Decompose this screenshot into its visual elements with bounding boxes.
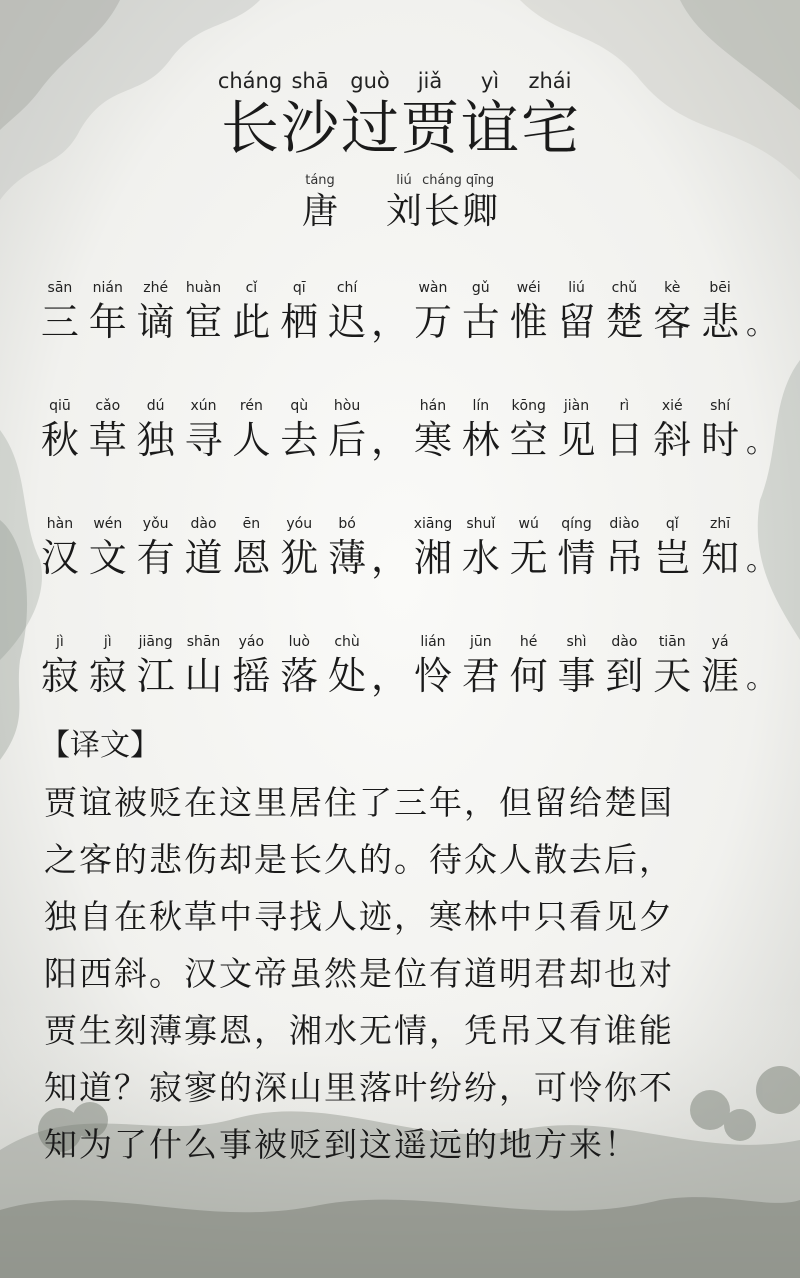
hanzi: 处 [328, 654, 367, 698]
pinyin: chí [336, 280, 358, 296]
poem-char [457, 396, 505, 464]
poem-line [36, 616, 776, 700]
poem-char [600, 632, 648, 700]
hanzi: 年 [88, 300, 127, 344]
poem-char [648, 396, 696, 464]
hanzi: 岂 [653, 536, 692, 580]
hanzi: 过 [340, 94, 399, 162]
hanzi: 文 [88, 536, 127, 580]
poem-char [84, 278, 132, 346]
poem-title [0, 68, 800, 162]
hanzi: 见 [557, 418, 596, 462]
pinyin: shì [566, 634, 587, 650]
poem-char [36, 514, 84, 582]
hanzi: 落 [280, 654, 319, 698]
pinyin: yì [480, 69, 500, 93]
poem-char [457, 514, 505, 582]
pinyin: bó [338, 516, 356, 532]
translation-line: 独自在秋草中寻找人迹，寒林中只看见夕 [44, 897, 674, 936]
hanzi: 有 [136, 536, 175, 580]
pinyin: wú [518, 516, 539, 532]
pinyin: yǒu [142, 516, 169, 532]
hanzi: 谊 [460, 94, 519, 162]
hanzi: 山 [184, 654, 223, 698]
pinyin: lín [472, 398, 490, 414]
pinyin: jiǎ [417, 69, 443, 93]
hanzi: 唐 [301, 191, 338, 232]
period: 。 [746, 307, 777, 342]
author-char [461, 172, 499, 234]
hanzi: 寂 [88, 654, 127, 698]
pinyin: jì [56, 634, 64, 650]
poem-char [227, 396, 275, 464]
pinyin: xiāng [413, 516, 453, 532]
poem-char [132, 632, 180, 700]
hanzi: 楚 [605, 300, 644, 344]
hanzi: 道 [184, 536, 223, 580]
poem-char [323, 632, 371, 700]
pinyin: yáo [238, 634, 265, 650]
pinyin: hán [419, 398, 447, 414]
pinyin: huàn [185, 280, 222, 296]
poem-char [275, 514, 323, 582]
poem-char [275, 396, 323, 464]
hanzi: 涯 [701, 654, 740, 698]
poem-char [227, 632, 275, 700]
pinyin: wàn [418, 280, 448, 296]
pinyin: wén [93, 516, 123, 532]
translation-line: 阳西斜。汉文帝虽然是位有道明君却也对 [44, 954, 674, 993]
pinyin: qīng [465, 173, 495, 188]
title-char [520, 68, 580, 162]
hanzi: 宅 [520, 94, 579, 162]
hanzi: 情 [557, 536, 596, 580]
pinyin: qiū [49, 398, 71, 414]
pinyin: rì [619, 398, 630, 414]
author-char [385, 172, 423, 234]
hanzi: 长 [423, 191, 460, 232]
poem-char [36, 396, 84, 464]
hanzi: 宦 [184, 300, 223, 344]
poem-char [648, 278, 696, 346]
poem-char [648, 514, 696, 582]
poem-char [323, 278, 371, 346]
hanzi: 犹 [280, 536, 319, 580]
period: 。 [746, 425, 777, 460]
pinyin: jūn [469, 634, 492, 650]
poem-char [696, 632, 744, 700]
hanzi: 江 [136, 654, 175, 698]
poem-char [648, 632, 696, 700]
poem-line [36, 498, 776, 582]
poem-char [132, 396, 180, 464]
hanzi: 时 [701, 418, 740, 462]
pinyin: shí [710, 398, 731, 414]
hanzi: 君 [461, 654, 500, 698]
poem-char [409, 514, 457, 582]
hanzi: 日 [605, 418, 644, 462]
hanzi: 贾 [400, 94, 459, 162]
poem-char [132, 278, 180, 346]
poem-char [457, 632, 505, 700]
poem-char [457, 278, 505, 346]
hanzi: 到 [605, 654, 644, 698]
hanzi: 此 [232, 300, 271, 344]
poem-char [553, 632, 601, 700]
hanzi: 迟 [328, 300, 367, 344]
pinyin: wéi [516, 280, 541, 296]
pinyin: dú [146, 398, 165, 414]
poem-char [600, 396, 648, 464]
pinyin: dào [611, 634, 638, 650]
pinyin: gǔ [471, 280, 490, 296]
poem-char [227, 514, 275, 582]
poem-char [409, 278, 457, 346]
hanzi: 惟 [509, 300, 548, 344]
pinyin: bēi [709, 280, 731, 296]
pinyin: qī [292, 280, 306, 296]
hanzi: 怜 [413, 654, 452, 698]
hanzi: 古 [461, 300, 500, 344]
title-char [460, 68, 520, 162]
dynasty [301, 172, 339, 234]
title-char [280, 68, 340, 162]
hanzi: 湘 [413, 536, 452, 580]
pinyin: luò [288, 634, 310, 650]
poem-char [180, 514, 228, 582]
hanzi: 事 [557, 654, 596, 698]
pinyin: ēn [242, 516, 261, 532]
period: 。 [746, 543, 777, 578]
pinyin: kōng [511, 398, 546, 414]
pinyin: kè [664, 280, 681, 296]
hanzi: 留 [557, 300, 596, 344]
poem-char [409, 396, 457, 464]
hanzi: 汉 [40, 536, 79, 580]
hanzi: 去 [280, 418, 319, 462]
poem-line [36, 380, 776, 464]
pinyin: qǐ [665, 516, 679, 532]
pinyin: cháng [422, 173, 462, 188]
translation-line: 贾谊被贬在这里居住了三年，但留给楚国 [44, 783, 674, 822]
pinyin: hòu [333, 398, 361, 414]
poem-char [553, 278, 601, 346]
pinyin: liú [568, 280, 585, 296]
pinyin: chù [334, 634, 360, 650]
pinyin: cǐ [245, 280, 258, 296]
hanzi: 吊 [605, 536, 644, 580]
poem-char [84, 396, 132, 464]
pinyin: hàn [46, 516, 74, 532]
pinyin: jiāng [138, 634, 173, 650]
comma: ， [371, 300, 410, 344]
hanzi: 寻 [184, 418, 223, 462]
pinyin: yóu [286, 516, 313, 532]
poem-char [227, 278, 275, 346]
hanzi: 后 [328, 418, 367, 462]
poem-char [180, 396, 228, 464]
pinyin: jì [103, 634, 112, 650]
hanzi: 天 [653, 654, 692, 698]
hanzi: 水 [461, 536, 500, 580]
author-char [423, 172, 461, 234]
poem-char [180, 632, 228, 700]
poem-char [505, 514, 553, 582]
hanzi: 长 [220, 94, 279, 162]
pinyin: nián [92, 280, 123, 296]
hanzi: 空 [509, 418, 548, 462]
hanzi: 无 [509, 536, 548, 580]
hanzi: 何 [509, 654, 548, 698]
pinyin: lián [420, 634, 446, 650]
pinyin: liú [396, 173, 412, 188]
poem-char [505, 632, 553, 700]
pinyin: rén [239, 398, 263, 414]
pinyin: guò [350, 69, 390, 93]
poem-char [84, 632, 132, 700]
poem-char [553, 514, 601, 582]
hanzi: 客 [653, 300, 692, 344]
translation-line: 贾生刻薄寡恩，湘水无情，凭吊又有谁能 [44, 1011, 674, 1050]
hanzi: 秋 [40, 418, 79, 462]
poem-char [696, 278, 744, 346]
translation-line: 之客的悲伤却是长久的。待众人散去后， [44, 840, 674, 879]
hanzi: 万 [413, 300, 452, 344]
poem-char [275, 632, 323, 700]
hanzi: 知 [701, 536, 740, 580]
pinyin: cháng [217, 69, 283, 93]
pinyin: tiān [658, 634, 686, 650]
title-char [340, 68, 400, 162]
poem-char [409, 632, 457, 700]
pinyin: hé [519, 634, 538, 650]
translation-line: 知为了什么事被贬到这遥远的地方来！ [44, 1125, 639, 1164]
pinyin: shān [186, 634, 221, 650]
hanzi: 刘 [385, 191, 422, 232]
pinyin: diào [609, 516, 640, 532]
poem-char [696, 514, 744, 582]
comma: ， [371, 418, 410, 462]
pinyin: zhái [528, 69, 572, 93]
hanzi: 人 [232, 418, 271, 462]
poem-char [600, 514, 648, 582]
pinyin: cǎo [95, 398, 121, 414]
hanzi: 三 [40, 300, 79, 344]
pinyin: dào [190, 516, 217, 532]
poem-line [36, 262, 776, 346]
poem-char [36, 632, 84, 700]
pinyin: chǔ [611, 280, 638, 296]
pinyin: xún [190, 398, 217, 414]
poem-char [84, 514, 132, 582]
translation-line: 知道？寂寥的深山里落叶纷纷，可怜你不 [44, 1068, 674, 1107]
poem-char [323, 396, 371, 464]
pinyin: zhī [710, 516, 731, 532]
hanzi: 独 [136, 418, 175, 462]
hanzi: 恩 [232, 536, 271, 580]
poem-char [600, 278, 648, 346]
comma: ， [371, 536, 410, 580]
pinyin: zhé [143, 280, 169, 296]
comma: ， [371, 654, 410, 698]
hanzi: 悲 [701, 300, 740, 344]
hanzi: 草 [88, 418, 127, 462]
pinyin: shuǐ [466, 516, 496, 532]
poem-char [553, 396, 601, 464]
poem-author [0, 172, 800, 234]
poem-char [36, 278, 84, 346]
pinyin: yá [711, 634, 729, 650]
hanzi: 卿 [461, 191, 498, 232]
poem-char [323, 514, 371, 582]
pinyin: qíng [561, 516, 592, 532]
poem-char [180, 278, 228, 346]
pinyin: sān [47, 280, 73, 296]
pinyin: xié [661, 398, 683, 414]
hanzi: 栖 [280, 300, 319, 344]
title-char [400, 68, 460, 162]
hanzi: 薄 [328, 536, 367, 580]
hanzi: 斜 [653, 418, 692, 462]
pinyin: jiàn [563, 398, 590, 414]
pinyin: qù [290, 398, 309, 414]
poem-char [132, 514, 180, 582]
pinyin: shā [291, 69, 329, 93]
poem-body [36, 262, 776, 734]
hanzi: 寒 [413, 418, 452, 462]
period: 。 [746, 661, 777, 696]
pinyin: táng [305, 173, 335, 188]
translation-text [44, 774, 764, 1173]
poem-char [696, 396, 744, 464]
hanzi: 寂 [40, 654, 79, 698]
hanzi: 沙 [280, 94, 339, 162]
poem-char [505, 396, 553, 464]
hanzi: 林 [461, 418, 500, 462]
poem-char [275, 278, 323, 346]
hanzi: 谪 [136, 300, 175, 344]
poem-char [505, 278, 553, 346]
hanzi: 摇 [232, 654, 271, 698]
title-char [217, 68, 283, 162]
translation-label: 【译文】 [40, 728, 160, 763]
